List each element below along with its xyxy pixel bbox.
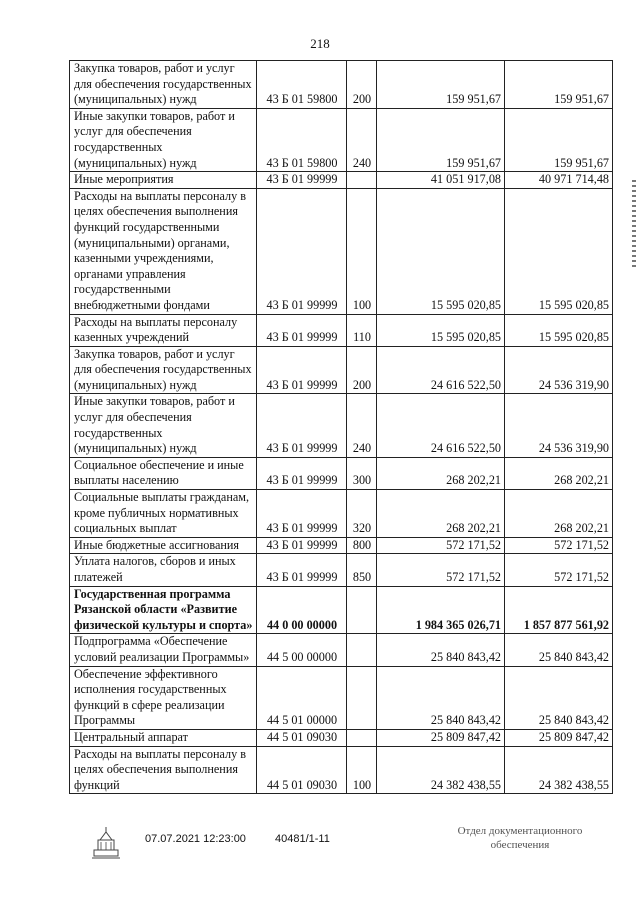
row-name-cell: Закупка товаров, работ и услуг для обеспечения государственных (муниципальных) нужд [70, 61, 257, 109]
table-row [70, 188, 613, 314]
row-code-cell: 43 Б 01 99999 [257, 394, 347, 457]
row-name-cell: Иные мероприятия [70, 172, 257, 189]
row-value-2022-cell: 24 536 319,90 [505, 394, 613, 457]
table-row [70, 666, 613, 729]
table-row [70, 490, 613, 538]
row-type-cell: 200 [347, 346, 377, 394]
row-value-2022-cell: 1 857 877 561,92 [505, 586, 613, 634]
row-code-cell: 43 Б 01 59800 [257, 61, 347, 109]
scan-margin-mark [632, 180, 636, 270]
page-number: 218 [310, 36, 330, 51]
row-type-cell: 200 [347, 61, 377, 109]
row-value-2021-cell: 24 616 522,50 [377, 394, 505, 457]
department-stamp [440, 824, 600, 852]
row-code-cell: 43 Б 01 99999 [257, 346, 347, 394]
table-row [70, 172, 613, 189]
row-type-cell: 240 [347, 108, 377, 171]
row-code-cell: 43 Б 01 59800 [257, 108, 347, 171]
row-code-cell: 43 Б 01 99999 [257, 172, 347, 189]
table-row [70, 554, 613, 586]
row-name-cell: Расходы на выплаты персоналу в целях обеспечения выполнения функций государственными (муниципальными) органами, казенными учреждениями, органами управления государственными внебюджетными фондами [70, 188, 257, 314]
row-value-2022-cell: 268 202,21 [505, 490, 613, 538]
emblem-logo-icon [86, 824, 126, 864]
row-type-cell [347, 634, 377, 666]
row-value-2021-cell: 25 809 847,42 [377, 729, 505, 746]
row-name-cell: Государственная программа Рязанской области «Развитие физической культуры и спорта» [70, 586, 257, 634]
stamp-line-1: Отдел документационного [457, 825, 583, 837]
row-code-cell: 44 5 01 09030 [257, 746, 347, 794]
row-type-cell: 100 [347, 188, 377, 314]
stamp-line-2: обеспечения [490, 839, 550, 851]
table-row [70, 457, 613, 489]
row-type-cell [347, 729, 377, 746]
row-type-cell: 110 [347, 314, 377, 346]
table-row [70, 394, 613, 457]
row-code-cell: 43 Б 01 99999 [257, 554, 347, 586]
row-value-2022-cell: 25 840 843,42 [505, 634, 613, 666]
row-code-cell: 44 5 01 09030 [257, 729, 347, 746]
row-value-2021-cell: 25 840 843,42 [377, 634, 505, 666]
row-type-cell: 100 [347, 746, 377, 794]
row-type-cell: 850 [347, 554, 377, 586]
table-row [70, 729, 613, 746]
table-row [70, 537, 613, 554]
row-name-cell: Социальное обеспечение и иные выплаты населению [70, 457, 257, 489]
budget-table [69, 60, 613, 794]
row-value-2022-cell: 15 595 020,85 [505, 314, 613, 346]
table-row [70, 346, 613, 394]
row-value-2021-cell: 15 595 020,85 [377, 314, 505, 346]
row-value-2021-cell: 268 202,21 [377, 490, 505, 538]
row-code-cell: 43 Б 01 99999 [257, 490, 347, 538]
row-value-2021-cell: 159 951,67 [377, 108, 505, 171]
row-type-cell: 300 [347, 457, 377, 489]
row-type-cell [347, 172, 377, 189]
row-code-cell: 44 5 01 00000 [257, 666, 347, 729]
table-row [70, 634, 613, 666]
row-value-2021-cell: 41 051 917,08 [377, 172, 505, 189]
row-value-2021-cell: 1 984 365 026,71 [377, 586, 505, 634]
row-type-cell: 240 [347, 394, 377, 457]
row-name-cell: Центральный аппарат [70, 729, 257, 746]
row-name-cell: Закупка товаров, работ и услуг для обеспечения государственных (муниципальных) нужд [70, 346, 257, 394]
row-value-2022-cell: 268 202,21 [505, 457, 613, 489]
table-row [70, 314, 613, 346]
row-type-cell: 800 [347, 537, 377, 554]
row-value-2022-cell: 25 840 843,42 [505, 666, 613, 729]
row-value-2021-cell: 159 951,67 [377, 61, 505, 109]
row-name-cell: Иные закупки товаров, работ и услуг для обеспечения государственных (муниципальных) нужд [70, 108, 257, 171]
row-name-cell: Расходы на выплаты персоналу казенных учреждений [70, 314, 257, 346]
row-name-cell: Социальные выплаты гражданам, кроме публичных нормативных социальных выплат [70, 490, 257, 538]
row-code-cell: 43 Б 01 99999 [257, 457, 347, 489]
table-row [70, 746, 613, 794]
row-name-cell: Иные закупки товаров, работ и услуг для обеспечения государственных (муниципальных) нужд [70, 394, 257, 457]
row-value-2021-cell: 25 840 843,42 [377, 666, 505, 729]
row-value-2022-cell: 24 536 319,90 [505, 346, 613, 394]
row-value-2022-cell: 159 951,67 [505, 108, 613, 171]
table-row [70, 61, 613, 109]
row-name-cell: Расходы на выплаты персоналу в целях обеспечения выполнения функций [70, 746, 257, 794]
row-code-cell: 43 Б 01 99999 [257, 188, 347, 314]
row-name-cell: Иные бюджетные ассигнования [70, 537, 257, 554]
row-value-2022-cell: 25 809 847,42 [505, 729, 613, 746]
row-value-2022-cell: 24 382 438,55 [505, 746, 613, 794]
row-name-cell: Обеспечение эффективного исполнения государственных функций в сфере реализации Программы [70, 666, 257, 729]
row-value-2022-cell: 40 971 714,48 [505, 172, 613, 189]
row-type-cell: 320 [347, 490, 377, 538]
row-code-cell: 43 Б 01 99999 [257, 314, 347, 346]
row-value-2021-cell: 572 171,52 [377, 554, 505, 586]
row-name-cell: Уплата налогов, сборов и иных платежей [70, 554, 257, 586]
table-row [70, 108, 613, 171]
row-value-2022-cell: 572 171,52 [505, 537, 613, 554]
row-value-2022-cell: 572 171,52 [505, 554, 613, 586]
row-value-2022-cell: 15 595 020,85 [505, 188, 613, 314]
row-value-2021-cell: 24 382 438,55 [377, 746, 505, 794]
table-row [70, 586, 613, 634]
row-value-2022-cell: 159 951,67 [505, 61, 613, 109]
budget-table-body [70, 61, 613, 794]
row-value-2021-cell: 24 616 522,50 [377, 346, 505, 394]
row-name-cell: Подпрограмма «Обеспечение условий реализации Программы» [70, 634, 257, 666]
row-type-cell [347, 586, 377, 634]
row-value-2021-cell: 15 595 020,85 [377, 188, 505, 314]
footer-date: 07.07.2021 12:23:00 [145, 833, 246, 845]
footer-doc-number: 40481/1-11 [275, 833, 330, 845]
row-code-cell: 44 5 00 00000 [257, 634, 347, 666]
row-value-2021-cell: 268 202,21 [377, 457, 505, 489]
row-code-cell: 44 0 00 00000 [257, 586, 347, 634]
row-code-cell: 43 Б 01 99999 [257, 537, 347, 554]
row-value-2021-cell: 572 171,52 [377, 537, 505, 554]
row-type-cell [347, 666, 377, 729]
